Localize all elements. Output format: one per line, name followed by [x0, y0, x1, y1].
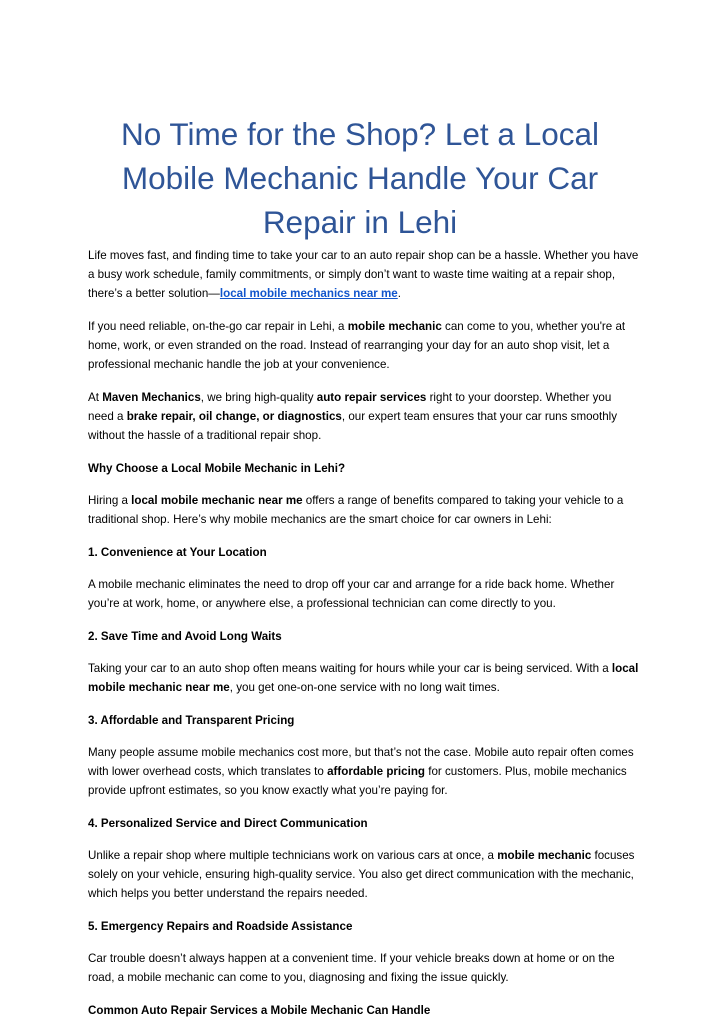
text: Taking your car to an auto shop often means waiting for hours while your car is being serviced. With a: [88, 662, 612, 675]
text: focuses solely on your vehicle, ensuring high-quality service. You also get direct communication with the mechanic, which helps you better understand the repairs needed.: [88, 849, 635, 900]
text: At: [88, 391, 103, 404]
bold-text: affordable pricing: [327, 765, 425, 778]
text: , you get one-on-one service with no long wait times.: [229, 681, 500, 694]
text: Unlike a repair shop where multiple technicians work on various cars at once, a: [88, 849, 498, 862]
local-mobile-mechanics-link[interactable]: local mobile mechanics near me: [219, 287, 398, 300]
title-line-1: No Time for the Shop? Let a Local: [120, 116, 600, 152]
paragraph: [88, 388, 640, 445]
text: for customers. Plus, mobile mechanics provide upfront estimates, so you know exactly what you’re paying for.: [88, 765, 627, 797]
paragraph: A mobile mechanic eliminates the need to drop off your car and arrange for a ride back home. Whether you’re at work, home, or anywhere else, a professional technician can come directly to you.: [88, 578, 615, 610]
bold-text: local mobile mechanic near me: [131, 494, 303, 507]
section-heading: 4. Personalized Service and Direct Communication: [88, 817, 368, 830]
text: Many people assume mobile mechanics cost more, but that’s not the case. Mobile auto repair often comes with lower overhead costs, which translates to: [88, 746, 634, 778]
bold-text: brake repair, oil change, or diagnostics: [126, 410, 342, 423]
paragraph: [88, 491, 640, 529]
text: can come to you, whether you're at home, work, or even stranded on the road. Instead of rearranging your day for an auto shop visit, let a professional mechanic handle the job at your convenience.: [88, 320, 626, 371]
text: .: [397, 287, 401, 300]
text: , our expert team ensures that your car runs smoothly without the hassle of a traditional repair shop.: [88, 410, 618, 442]
bold-text: mobile mechanic: [497, 849, 592, 862]
text: right to your doorstep. Whether you need a: [88, 391, 612, 423]
page-title: [60, 112, 660, 244]
title-line-3: Repair in Lehi: [262, 204, 458, 240]
section-heading: 2. Save Time and Avoid Long Waits: [88, 630, 282, 643]
intro-paragraph: [88, 246, 640, 303]
bold-text: mobile mechanic: [347, 320, 442, 333]
section-heading: Why Choose a Local Mobile Mechanic in Lehi?: [88, 462, 346, 475]
bold-text: local mobile mechanic near me: [88, 662, 639, 694]
text: If you need reliable, on-the-go car repair in Lehi, a: [88, 320, 348, 333]
bold-text: auto repair services: [316, 391, 427, 404]
section-heading: 3. Affordable and Transparent Pricing: [88, 714, 295, 727]
paragraph: [88, 846, 640, 903]
paragraph: Car trouble doesn’t always happen at a convenient time. If your vehicle breaks down at home or on the road, a mobile mechanic can come to you, diagnosing and fixing the issue quickly.: [88, 952, 615, 984]
section-heading: 1. Convenience at Your Location: [88, 546, 267, 559]
paragraph: [88, 317, 640, 374]
text: Life moves fast, and finding time to take your car to an auto repair shop can be a hassle. Whether you have a busy work schedule, family commitments, or simply don’t want to waste time waiting at a repair shop, there’s a better solution—: [88, 249, 639, 300]
article-body: [88, 246, 640, 1033]
section-heading: 5. Emergency Repairs and Roadside Assistance: [88, 920, 353, 933]
title-line-2: Mobile Mechanic Handle Your Car: [121, 160, 599, 196]
text: offers a range of benefits compared to taking your vehicle to a traditional shop. Here’s why mobile mechanics are the smart choice for car owners in Lehi:: [88, 494, 624, 526]
text: , we bring high-quality: [200, 391, 317, 404]
text: Hiring a: [88, 494, 132, 507]
paragraph: [88, 659, 640, 697]
bold-text: Maven Mechanics: [102, 391, 201, 404]
paragraph: [88, 743, 640, 800]
section-heading: Common Auto Repair Services a Mobile Mechanic Can Handle: [88, 1004, 431, 1017]
